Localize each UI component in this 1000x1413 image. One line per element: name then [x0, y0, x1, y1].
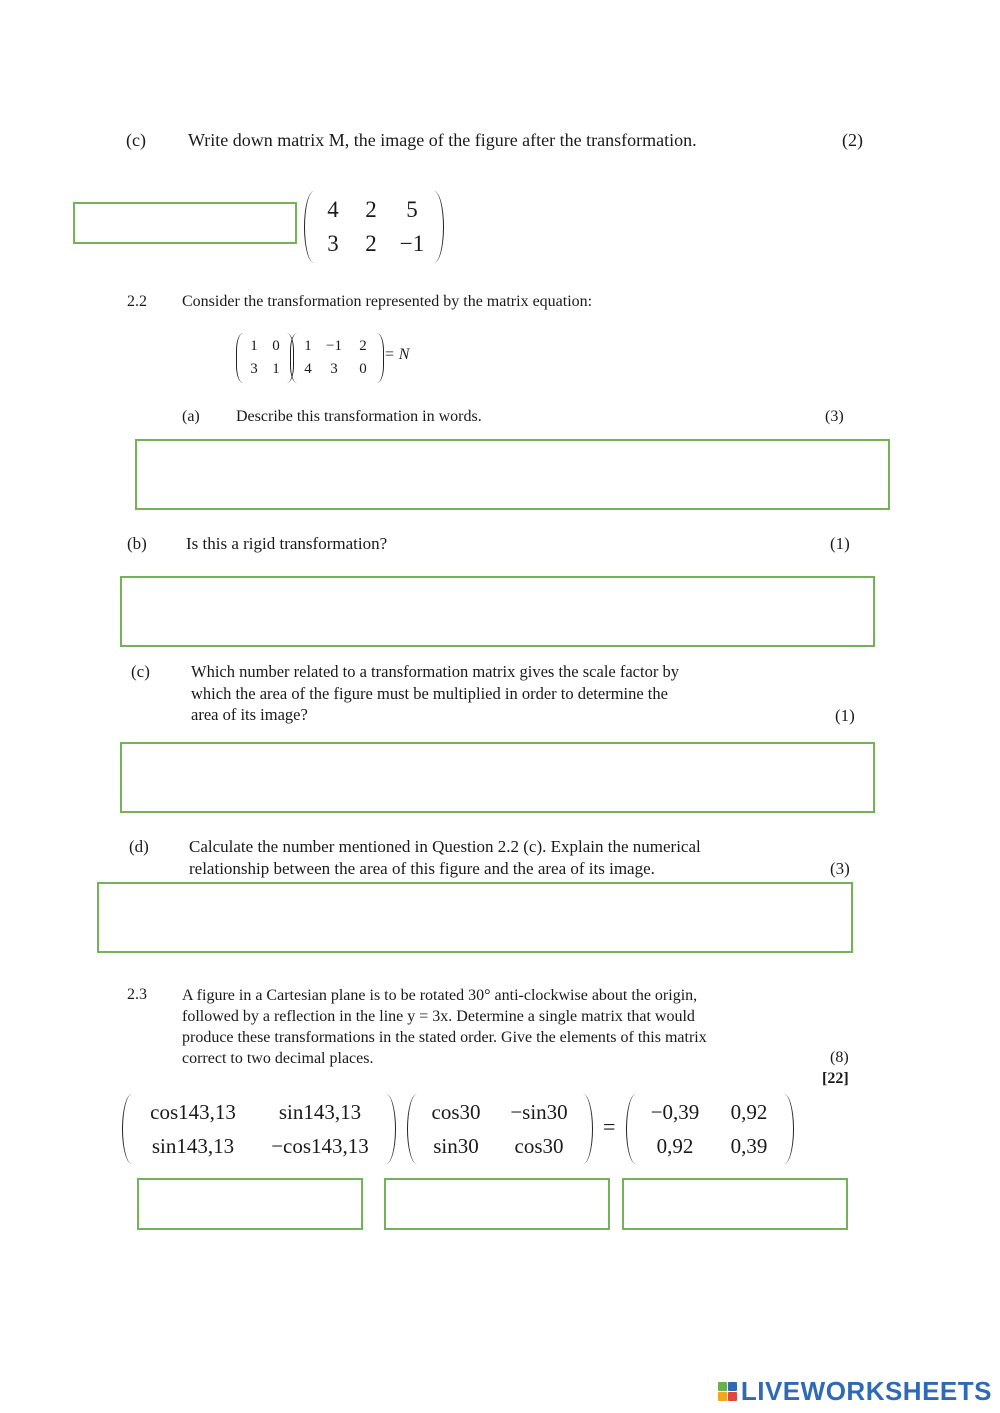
matrix-cell: −cos143,13	[271, 1133, 369, 1158]
matrix-cell: 3	[250, 361, 258, 377]
matrix-product-equals: =	[603, 1114, 616, 1139]
question-2-1c-text: Write down matrix M, the image of the figure after the transformation.	[188, 130, 697, 150]
answer-input-2-2c[interactable]	[122, 744, 873, 811]
liveworksheets-logo[interactable]	[718, 1376, 992, 1407]
answer-input-2-2d[interactable]	[99, 884, 851, 951]
question-2-2-number: 2.2	[127, 293, 147, 310]
question-2-2d-marks: (3)	[830, 859, 850, 878]
matrix-cell: 4	[304, 361, 312, 377]
matrix-cell: 1	[250, 338, 258, 354]
matrix-cell: 0,92	[730, 1099, 768, 1124]
matrix-cell: 5	[406, 197, 418, 222]
matrix-reflection	[122, 1094, 396, 1164]
answer-box-2-3-second[interactable]	[384, 1178, 610, 1230]
question-2-2c-marks: (1)	[835, 706, 855, 725]
question-2-2a-label: (a)	[182, 408, 200, 425]
question-2-3-line: A figure in a Cartesian plane is to be rotated 30° anti-clockwise about the origin,	[182, 987, 698, 1004]
matrix-cell: −0,39	[650, 1099, 700, 1124]
question-2-1c-label: (c)	[126, 130, 146, 150]
matrix-cell: sin143,13	[151, 1133, 235, 1158]
matrix-cell: 0	[272, 338, 280, 354]
answer-box-2-2d[interactable]	[97, 882, 853, 953]
answer-box-2-2b[interactable]	[120, 576, 875, 647]
answer-box-matrix-m[interactable]	[73, 202, 297, 244]
matrix-bracket-left	[626, 1094, 636, 1164]
question-2-3-marks: (8)	[830, 1049, 849, 1066]
question-2-2b-text: Is this a rigid transformation?	[186, 534, 388, 553]
question-2-3-number: 2.3	[127, 986, 147, 1003]
question-2-2c-text	[191, 661, 794, 726]
matrix-bracket-left	[407, 1094, 417, 1164]
question-2-2d-line: Calculate the number mentioned in Question 2.2 (c). Explain the numerical	[189, 837, 701, 856]
question-2-3-line: followed by a reflection in the line y = 3x. Determine a single matrix that would	[182, 1008, 695, 1025]
matrix-bracket-left	[290, 333, 297, 383]
matrix-bracket-left	[122, 1094, 132, 1164]
question-2-2c-line: area of its image?	[191, 705, 308, 724]
matrix-cell: 2	[365, 197, 377, 222]
matrix-cell: 1	[272, 361, 280, 377]
answer-input-2-2a[interactable]	[137, 441, 888, 508]
question-2-2c-line: Which number related to a transformation matrix gives the scale factor by	[191, 662, 679, 681]
question-2-2a-text: Describe this transformation in words.	[236, 408, 482, 425]
question-2-1c-marks: (2)	[842, 130, 863, 150]
logo-square-orange	[718, 1392, 727, 1401]
matrix-cell: 0,92	[656, 1133, 694, 1158]
matrix-cell: 2	[359, 338, 367, 354]
matrix-bracket-right	[784, 1094, 794, 1164]
logo-square-green	[718, 1382, 727, 1391]
answer-input-2-3-second[interactable]	[386, 1180, 608, 1228]
question-total-marks: [22]	[822, 1070, 849, 1087]
matrix-cell: sin30	[433, 1133, 479, 1158]
question-2-2d-line: relationship between the area of this figure and the area of its image.	[189, 859, 655, 878]
question-2-2c-label: (c)	[131, 662, 150, 681]
matrix-bracket-right	[434, 191, 444, 263]
matrix-rotation	[407, 1094, 593, 1164]
matrix-equation-a	[236, 333, 294, 383]
logo-square-red	[728, 1392, 737, 1401]
matrix-cell: 2	[365, 231, 377, 256]
question-2-3-line: produce these transformations in the stated order. Give the elements of this matrix	[182, 1029, 707, 1046]
matrix-m	[304, 191, 444, 263]
matrix-cell: 3	[327, 231, 339, 256]
question-2-2-text: Consider the transformation represented by the matrix equation:	[182, 293, 593, 310]
logo-square-blue	[728, 1382, 737, 1391]
question-2-2b-marks: (1)	[830, 534, 850, 553]
matrix-bracket-left	[304, 191, 314, 263]
matrix-equation-result: = N	[384, 346, 410, 363]
matrix-cell: 3	[330, 361, 338, 377]
answer-box-2-2c[interactable]	[120, 742, 875, 813]
matrix-bracket-right	[583, 1094, 593, 1164]
question-2-3-line: correct to two decimal places.	[182, 1050, 374, 1067]
matrix-result	[626, 1094, 794, 1164]
matrix-cell: −1	[399, 231, 425, 256]
matrix-cell: −sin30	[510, 1099, 568, 1124]
answer-box-2-2a[interactable]	[135, 439, 890, 510]
question-2-2c-line: which the area of the figure must be multiplied in order to determine the	[191, 683, 668, 703]
matrix-equation-b	[290, 333, 384, 383]
answer-input-2-2b[interactable]	[122, 578, 873, 645]
matrix-cell: 0	[359, 361, 367, 377]
liveworksheets-logo-icon	[718, 1382, 737, 1401]
matrix-cell: cos30	[431, 1099, 481, 1124]
matrix-cell: cos30	[514, 1133, 564, 1158]
matrix-bracket-right	[377, 333, 384, 383]
matrix-bracket-right	[386, 1094, 396, 1164]
question-2-3-text	[182, 985, 793, 1069]
liveworksheets-logo-text: LIVEWORKSHEETS	[740, 1376, 992, 1406]
question-2-2d-label: (d)	[129, 837, 149, 856]
matrix-cell: cos143,13	[150, 1099, 236, 1124]
answer-input-2-3-third[interactable]	[624, 1180, 846, 1228]
matrix-bracket-left	[236, 333, 243, 383]
question-2-2a-marks: (3)	[825, 408, 844, 425]
answer-input-2-3-first[interactable]	[139, 1180, 361, 1228]
answer-box-2-3-first[interactable]	[137, 1178, 363, 1230]
answer-box-2-3-third[interactable]	[622, 1178, 848, 1230]
matrix-cell: 4	[327, 197, 339, 222]
matrix-cell: 0,39	[730, 1133, 768, 1158]
matrix-cell: −1	[326, 338, 342, 354]
answer-input-matrix-m[interactable]	[75, 204, 295, 242]
matrix-cell: 1	[304, 338, 312, 354]
question-2-2b-label: (b)	[127, 534, 147, 553]
matrix-cell: sin143,13	[278, 1099, 362, 1124]
